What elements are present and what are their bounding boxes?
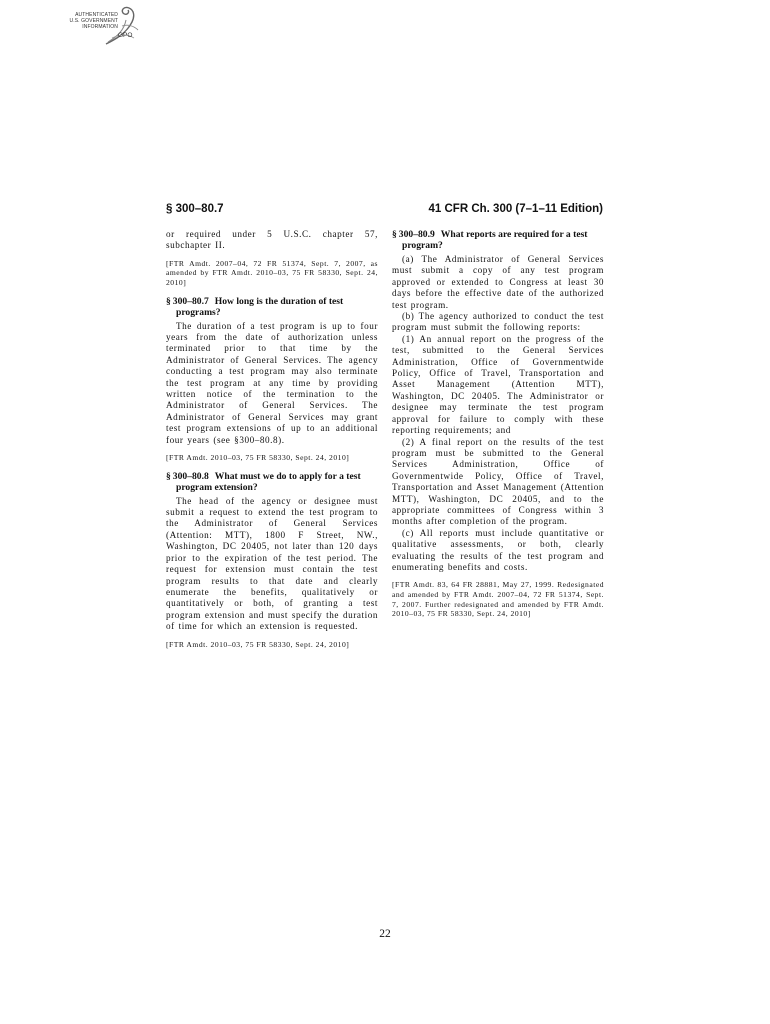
running-header-section: § 300–80.7 (166, 203, 224, 215)
seal-line: U.S. GOVERNMENT (69, 18, 118, 24)
left-column (166, 229, 378, 657)
section-heading-text: What reports are required for a test program? (402, 229, 588, 251)
section-heading (166, 471, 378, 493)
paragraph-c: (c) All reports must include quantitative or qualitative assessments, or both, clearly evaluating the results of the test program and enumerating benefits and costs. (392, 527, 604, 572)
right-column (392, 229, 604, 627)
section-heading (166, 296, 378, 318)
paragraph-a: (a) The Administrator of General Services must submit a copy of any test program approved or extended to Congress at least 30 days before the effective date of the authorized test program. (392, 254, 604, 310)
section-number: 300–80.8 (172, 470, 209, 482)
section-number: 300–80.7 (172, 295, 209, 307)
gpo-authentication-seal (22, 4, 142, 48)
citation: [FTR Amdt. 2010–03, 75 FR 58330, Sept. 24, 2010] (166, 639, 350, 649)
section-heading-text: What must we do to apply for a test program extension? (176, 470, 361, 493)
seal-line: INFORMATION (82, 24, 118, 30)
citation: [FTR Amdt. 83, 64 FR 28881, May 27, 1999. Redesignated and amended by FTR Amdt. 2007–04, 72 FR 51374, Sept. 7, 2007. Further redesignated and amended by FTR Amdt. 2010–03, 75 FR 58330, Sept. 24, 2010] (392, 580, 604, 619)
citation: [FTR Amdt. 2010–03, 75 FR 58330, Sept. 24, 2010] (166, 453, 350, 463)
section-symbol: § (166, 470, 171, 482)
section-symbol: § (166, 295, 171, 307)
seal-line: AUTHENTICATED (75, 12, 118, 18)
section-heading-text: How long is the duration of test programs? (176, 295, 344, 318)
section-number: 300–80.9 (398, 229, 435, 240)
running-header-title: 41 CFR Ch. 300 (7–1–11 Edition) (428, 203, 603, 215)
section-heading (392, 229, 604, 251)
paragraph-b1: (1) An annual report on the progress of the test, submitted to the General Services Administration, Office of Governmentwide Policy, Office of Travel, Transportation and Asset Management (Attention MTT), Washington, DC 20405. The Administrator or designee may terminate the test program approval for failure to comply with these reporting requirements; and (392, 333, 604, 436)
citation: [FTR Amdt. 2007–04, 72 FR 51374, Sept. 7, 2007, as amended by FTR Amdt. 2010–03, 75 FR 58330, Sept. 24, 2010] (166, 258, 378, 287)
seal-caption (58, 12, 118, 30)
paragraph-b2: (2) A final report on the results of the test program must be submitted to the General Services Administration, Office of Governmentwide Policy, Office of Travel, Transportation and Asset Management (Attention MTT), Washington, DC 20405, and to the appropriate committees of Congress within 3 months after completion of the program. (392, 436, 604, 527)
intro-text: or required under 5 U.S.C. chapter 57, subchapter II. (166, 229, 378, 251)
paragraph-b: (b) The agency authorized to conduct the test program must submit the following reports: (392, 311, 604, 333)
gpo-mark: GPO (118, 32, 133, 39)
section-body: The duration of a test program is up to four years from the date of authorization unless terminated prior to that time by the Administrator of General Services. The agency conducting a test program may also terminate the test program at any time by providing written notice of the termination to the Administrator of General Services. The Administrator of General Services may grant test program extensions of up to an additional four years (see §300–80.8). (166, 320, 378, 445)
section-symbol: § (392, 229, 397, 240)
section-body: The head of the agency or designee must submit a request to extend the test program to the Administrator of General Services (Attention: MTT), 1800 F Street, NW., Washington, DC 20405, not later than 120 days prior to the expiration of the test period. The request for extension must contain the test program results to that date and clearly enumerate the benefits, qualitatively or quantitatively or both, of granting a test program extension and must specify the duration of time for which an extension is requested. (166, 495, 378, 632)
page-number: 22 (379, 928, 391, 940)
